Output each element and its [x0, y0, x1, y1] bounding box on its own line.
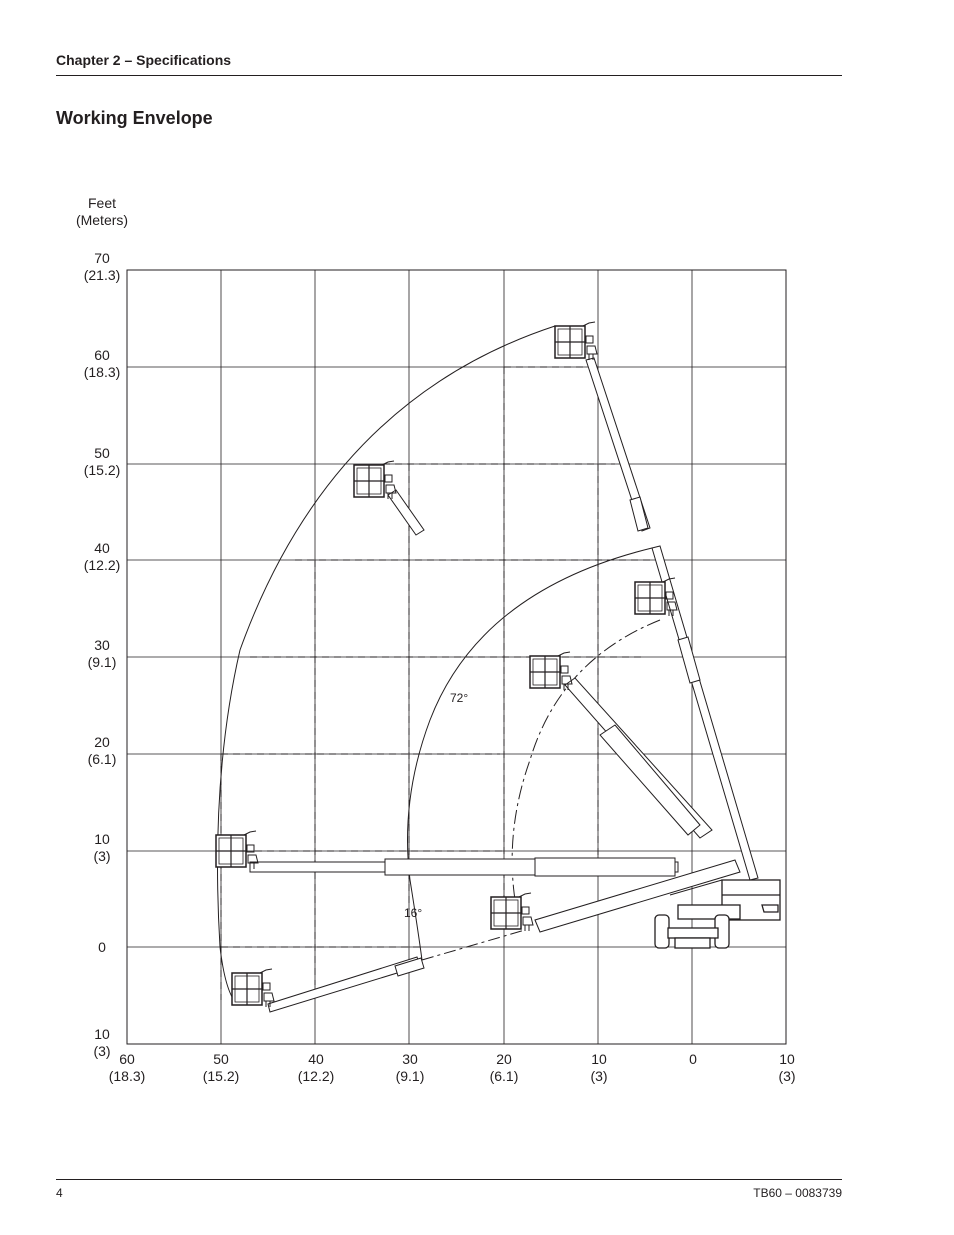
section-title: Working Envelope: [56, 108, 213, 128]
y-tick-label: 0: [98, 939, 106, 955]
boom-lower: [268, 957, 424, 1012]
units-meters: (Meters): [75, 212, 129, 228]
angle-line-16: [422, 930, 525, 960]
x-tick-label: 20 (6.1): [489, 1051, 519, 1084]
y-tick-label: 70 (21.3): [83, 250, 121, 283]
angle-label-72: 72°: [450, 691, 469, 705]
x-tick-label: 30 (9.1): [395, 1051, 425, 1084]
angle-label-16: 16°: [404, 906, 423, 920]
x-tick-label: 10 (3): [590, 1051, 608, 1084]
x-tick-label: 40 (12.2): [297, 1051, 335, 1084]
x-tick-label: 50 (15.2): [202, 1051, 240, 1084]
y-tick-label: 50 (15.2): [83, 445, 121, 478]
y-tick-label: 10 (3): [93, 831, 111, 864]
x-tick-label: 0: [689, 1051, 697, 1067]
footer-rule: [56, 1179, 842, 1180]
boom-mid: [565, 678, 712, 838]
platform-horizontal: [216, 831, 258, 869]
y-tick-label: 60 (18.3): [83, 347, 121, 380]
platform-low: [491, 893, 533, 931]
y-tick-label: 20 (6.1): [87, 734, 117, 767]
chapter-header: Chapter 2 – Specifications: [56, 52, 232, 68]
y-tick-label: 40 (12.2): [83, 540, 121, 573]
x-tick-label: 10 (3): [778, 1051, 796, 1084]
units-feet: Feet: [87, 195, 116, 211]
platform-top: [555, 322, 597, 360]
x-tick-label: 60 (18.3): [108, 1051, 146, 1084]
y-tick-label: 10 (3): [93, 1026, 111, 1059]
page-number: 4: [56, 1186, 63, 1200]
platform-below-ground: [232, 969, 274, 1007]
boom-upper-left: [388, 490, 424, 535]
document-id: TB60 – 0083739: [753, 1186, 842, 1200]
platform-upper-left: [354, 461, 396, 499]
boom-horizontal: [250, 858, 678, 876]
platform-mid: [530, 652, 572, 690]
y-tick-label: 30 (9.1): [87, 637, 117, 670]
